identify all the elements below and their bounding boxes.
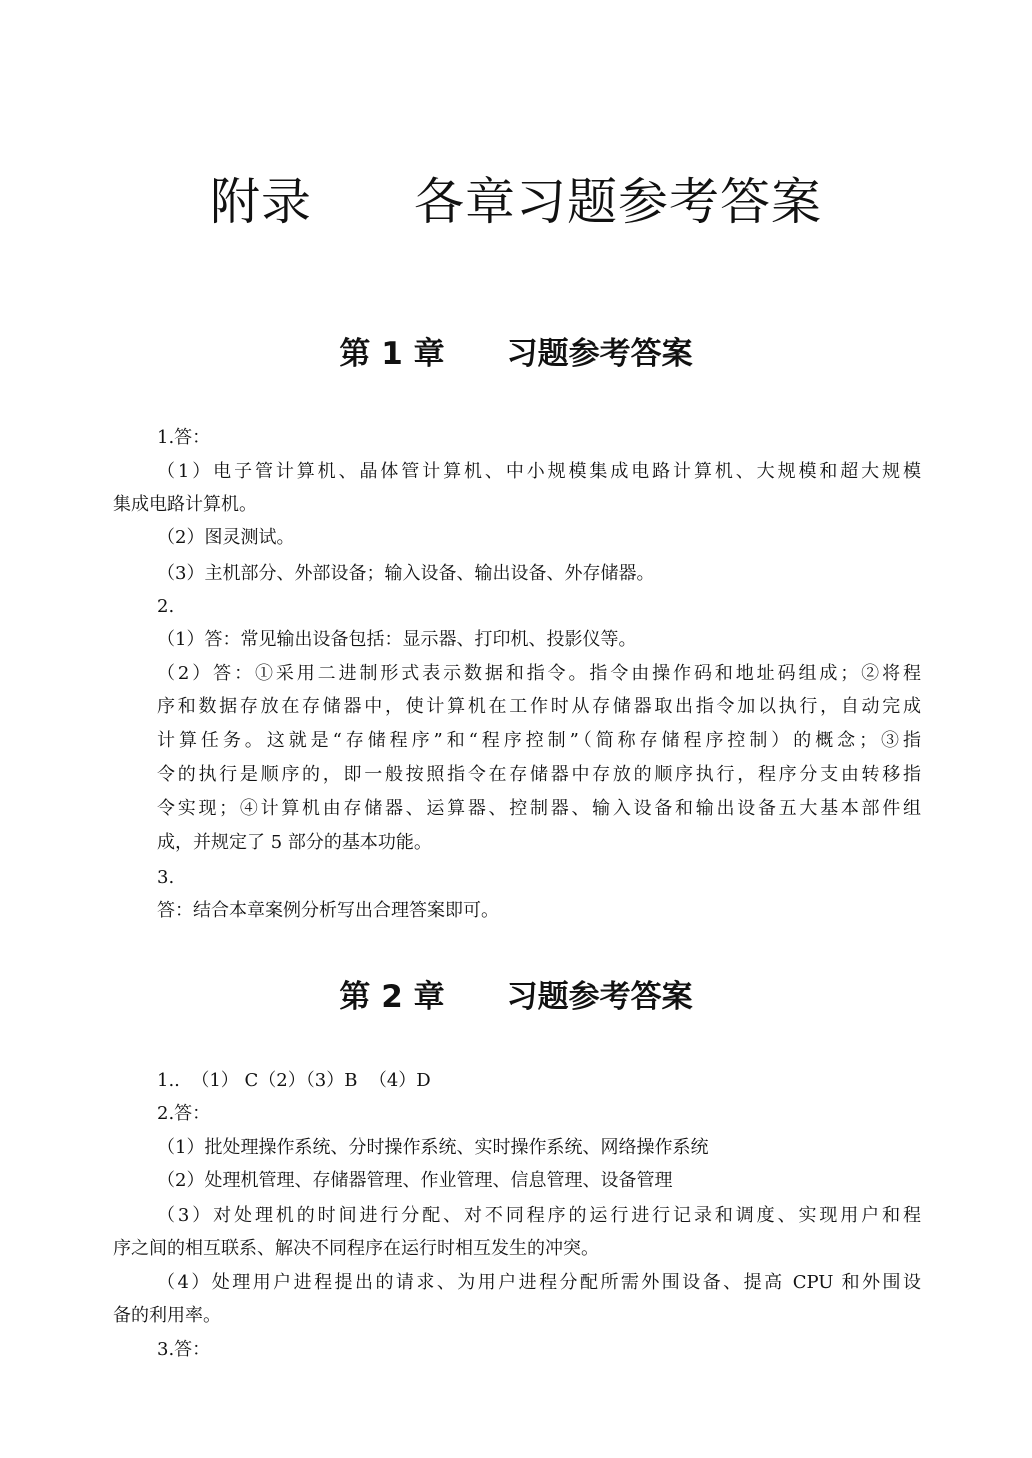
ch1-line-11: 令的执行是顺序的，即一般按照指令在存储器中存放的顺序执行，程序分支由转移指 [157, 764, 921, 785]
ch2-line-9: 3.答： [157, 1339, 211, 1360]
ch1-line-14: 3. [157, 867, 175, 888]
ch2-line-3: （1）批处理操作系统、分时操作系统、实时操作系统、网络操作系统 [157, 1137, 709, 1158]
chapter-2-heading: 第 2 章 习题参考答案 [339, 979, 693, 1015]
ch2-line-1: 1.. （1） C（2）（3）B （4）D [157, 1070, 431, 1091]
ch1-line-5: （3）主机部分、外部设备；输入设备、输出设备、外存储器。 [157, 563, 655, 584]
ch1-line-1: 1.答： [157, 427, 211, 448]
ch1-line-9: 序和数据存放在存储器中，使计算机在工作时从存储器取出指令加以执行，自动完成 [157, 696, 921, 717]
document-title: 附录 各章习题参考答案 [210, 173, 822, 231]
ch2-line-6: 序之间的相互联系、解决不同程序在运行时相互发生的冲突。 [113, 1238, 599, 1259]
ch1-line-8: （2）答：①采用二进制形式表示数据和指令。指令由操作码和地址码组成；②将程 [157, 663, 921, 684]
ch1-line-13: 成，并规定了 5 部分的基本功能。 [157, 832, 432, 853]
ch1-line-3: 集成电路计算机。 [113, 494, 257, 515]
ch2-line-2: 2.答： [157, 1103, 211, 1124]
ch1-line-7: （1）答：常见输出设备包括：显示器、打印机、投影仪等。 [157, 629, 637, 650]
ch2-line-7: （4）处理用户进程提出的请求、为用户进程分配所需外围设备、提高 CPU 和外围设 [157, 1272, 921, 1293]
chapter-1-heading: 第 1 章 习题参考答案 [339, 336, 693, 372]
ch1-line-10: 计算任务。这就是“存储程序”和“程序控制”（简称存储程序控制）的概念；③指 [157, 730, 921, 751]
ch2-line-5: （3）对处理机的时间进行分配、对不同程序的运行进行记录和调度、实现用户和程 [157, 1205, 921, 1226]
ch2-line-8: 备的利用率。 [113, 1305, 221, 1326]
ch1-line-4: （2）图灵测试。 [157, 527, 295, 548]
ch1-line-15: 答：结合本章案例分析写出合理答案即可。 [157, 900, 499, 921]
ch1-line-12: 令实现；④计算机由存储器、运算器、控制器、输入设备和输出设备五大基本部件组 [157, 798, 921, 819]
ch1-line-6: 2. [157, 596, 175, 617]
ch2-line-4: （2）处理机管理、存储器管理、作业管理、信息管理、设备管理 [157, 1170, 673, 1191]
ch1-line-2: （1）电子管计算机、晶体管计算机、中小规模集成电路计算机、大规模和超大规模 [157, 461, 921, 482]
